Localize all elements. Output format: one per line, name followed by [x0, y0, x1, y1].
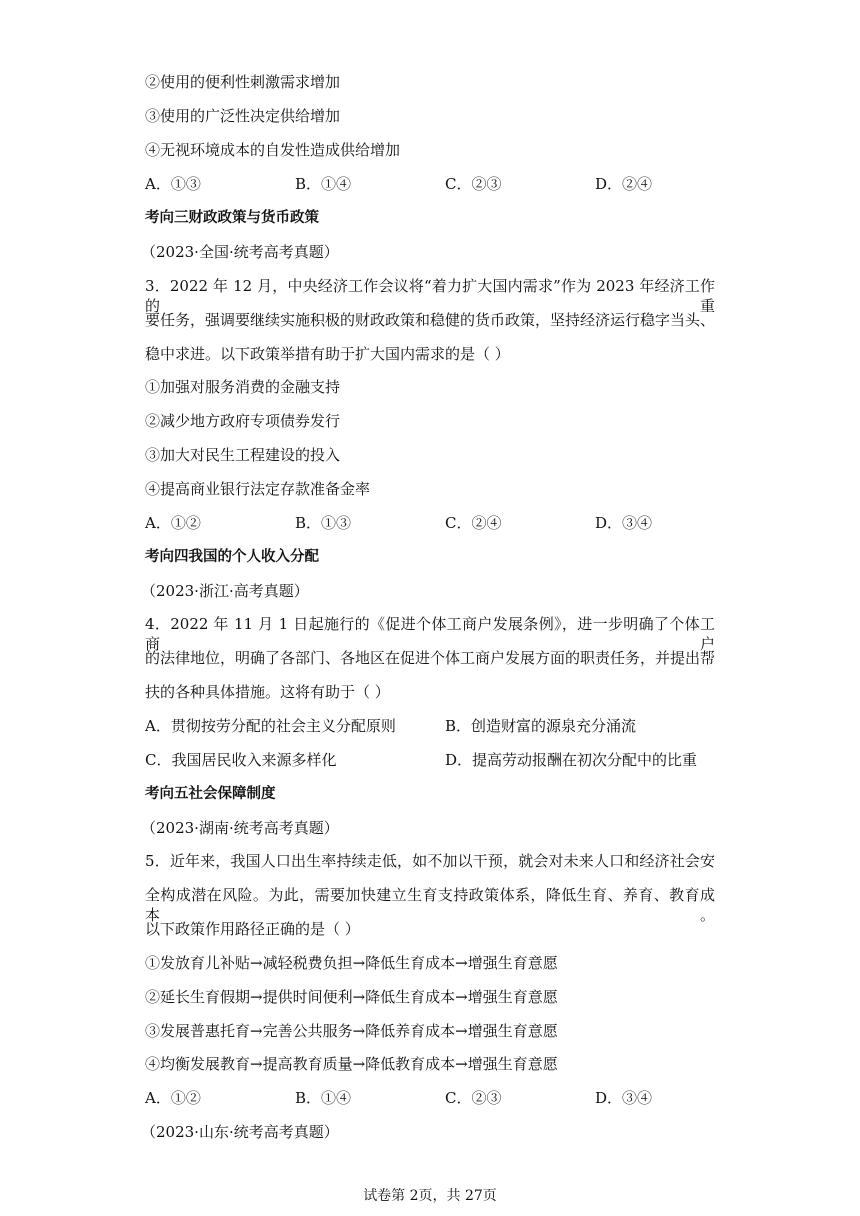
- q5-stem-line-2: 全构成潜在风险。为此，需要加快建立生育支持政策体系，降低生育、养育、教育成本。: [145, 886, 715, 924]
- q5-option-c: C．②③: [445, 1089, 502, 1107]
- q3-option-b: B．①③: [295, 514, 352, 532]
- q3-item-2: ②减少地方政府专项债券发行: [145, 412, 341, 430]
- q3-item-4: ④提高商业银行法定存款准备金率: [145, 480, 371, 498]
- q2-option-d: D．②④: [595, 175, 653, 193]
- q4-source: （2023·浙江·高考真题）: [141, 582, 309, 600]
- q3-source: （2023·全国·统考高考真题）: [141, 243, 339, 261]
- q3-stem-line-3: 稳中求进。以下政策举措有助于扩大国内需求的是（ ）: [145, 345, 510, 363]
- q4-option-d: D．提高劳动报酬在初次分配中的比重: [445, 751, 698, 769]
- q3-option-d: D．③④: [595, 514, 653, 532]
- q4-stem-line-1: 4．2022 年 11 月 1 日起施行的《促进个体工商户发展条例》，进一步明确了个体工商户: [145, 615, 715, 653]
- q5-item-1: ①发放育儿补贴→减轻税费负担→降低生育成本→增强生育意愿: [145, 954, 558, 972]
- q3-option-a: A．①②: [145, 514, 201, 532]
- q3-option-c: C．②④: [445, 514, 502, 532]
- q3-item-1: ①加强对服务消费的金融支持: [145, 378, 341, 396]
- q5-source: （2023·湖南·统考高考真题）: [141, 819, 339, 837]
- section-4-heading: 考向四我国的个人收入分配: [145, 549, 319, 565]
- q4-option-c: C．我国居民收入来源多样化: [145, 751, 337, 769]
- q5-item-3: ③发展普惠托育→完善公共服务→降低养育成本→增强生育意愿: [145, 1022, 558, 1040]
- q2-item-4: ④无视环境成本的自发性造成供给增加: [145, 141, 401, 159]
- q2-item-3: ③使用的广泛性决定供给增加: [145, 107, 341, 125]
- q5-option-d: D．③④: [595, 1089, 653, 1107]
- q5-item-2: ②延长生育假期→提供时间便利→降低生育成本→增强生育意愿: [145, 988, 558, 1006]
- q5-item-4: ④均衡发展教育→提高教育质量→降低教育成本→增强生育意愿: [145, 1055, 558, 1073]
- q2-item-2: ②使用的便利性刺激需求增加: [145, 73, 341, 91]
- q5-option-b: B．①④: [295, 1089, 352, 1107]
- section-3-heading: 考向三财政政策与货币政策: [145, 210, 319, 226]
- q5-stem-line-3: 以下政策作用路径正确的是（ ）: [145, 920, 360, 938]
- page-footer: 试卷第 2页，共 27页: [363, 1188, 497, 1204]
- q3-stem-line-1: 3．2022 年 12 月，中央经济工作会议将“着力扩大国内需求”作为 2023 年经济工作的重: [145, 277, 715, 315]
- q2-option-c: C．②③: [445, 175, 502, 193]
- q5-stem-line-1: 5．近年来，我国人口出生率持续走低，如不加以干预，就会对未来人口和经济社会安: [145, 852, 715, 870]
- section-5-heading: 考向五社会保障制度: [145, 786, 276, 802]
- q4-option-b: B．创造财富的源泉充分涌流: [445, 717, 637, 735]
- q4-stem-line-3: 扶的各种具体措施。这将有助于（ ）: [145, 683, 390, 701]
- q4-stem-line-2: 的法律地位，明确了各部门、各地区在促进个体工商户发展方面的职责任务，并提出帮: [145, 649, 716, 667]
- q2-option-a: A．①③: [145, 175, 201, 193]
- q4-option-a: A．贯彻按劳分配的社会主义分配原则: [145, 717, 396, 735]
- q6-source: （2023·山东·统考高考真题）: [141, 1123, 339, 1141]
- q3-item-3: ③加大对民生工程建设的投入: [145, 446, 341, 464]
- q5-option-a: A．①②: [145, 1089, 201, 1107]
- q3-stem-line-2: 要任务，强调要继续实施积极的财政政策和稳健的货币政策，坚持经济运行稳字当头、: [145, 311, 716, 329]
- q2-option-b: B．①④: [295, 175, 352, 193]
